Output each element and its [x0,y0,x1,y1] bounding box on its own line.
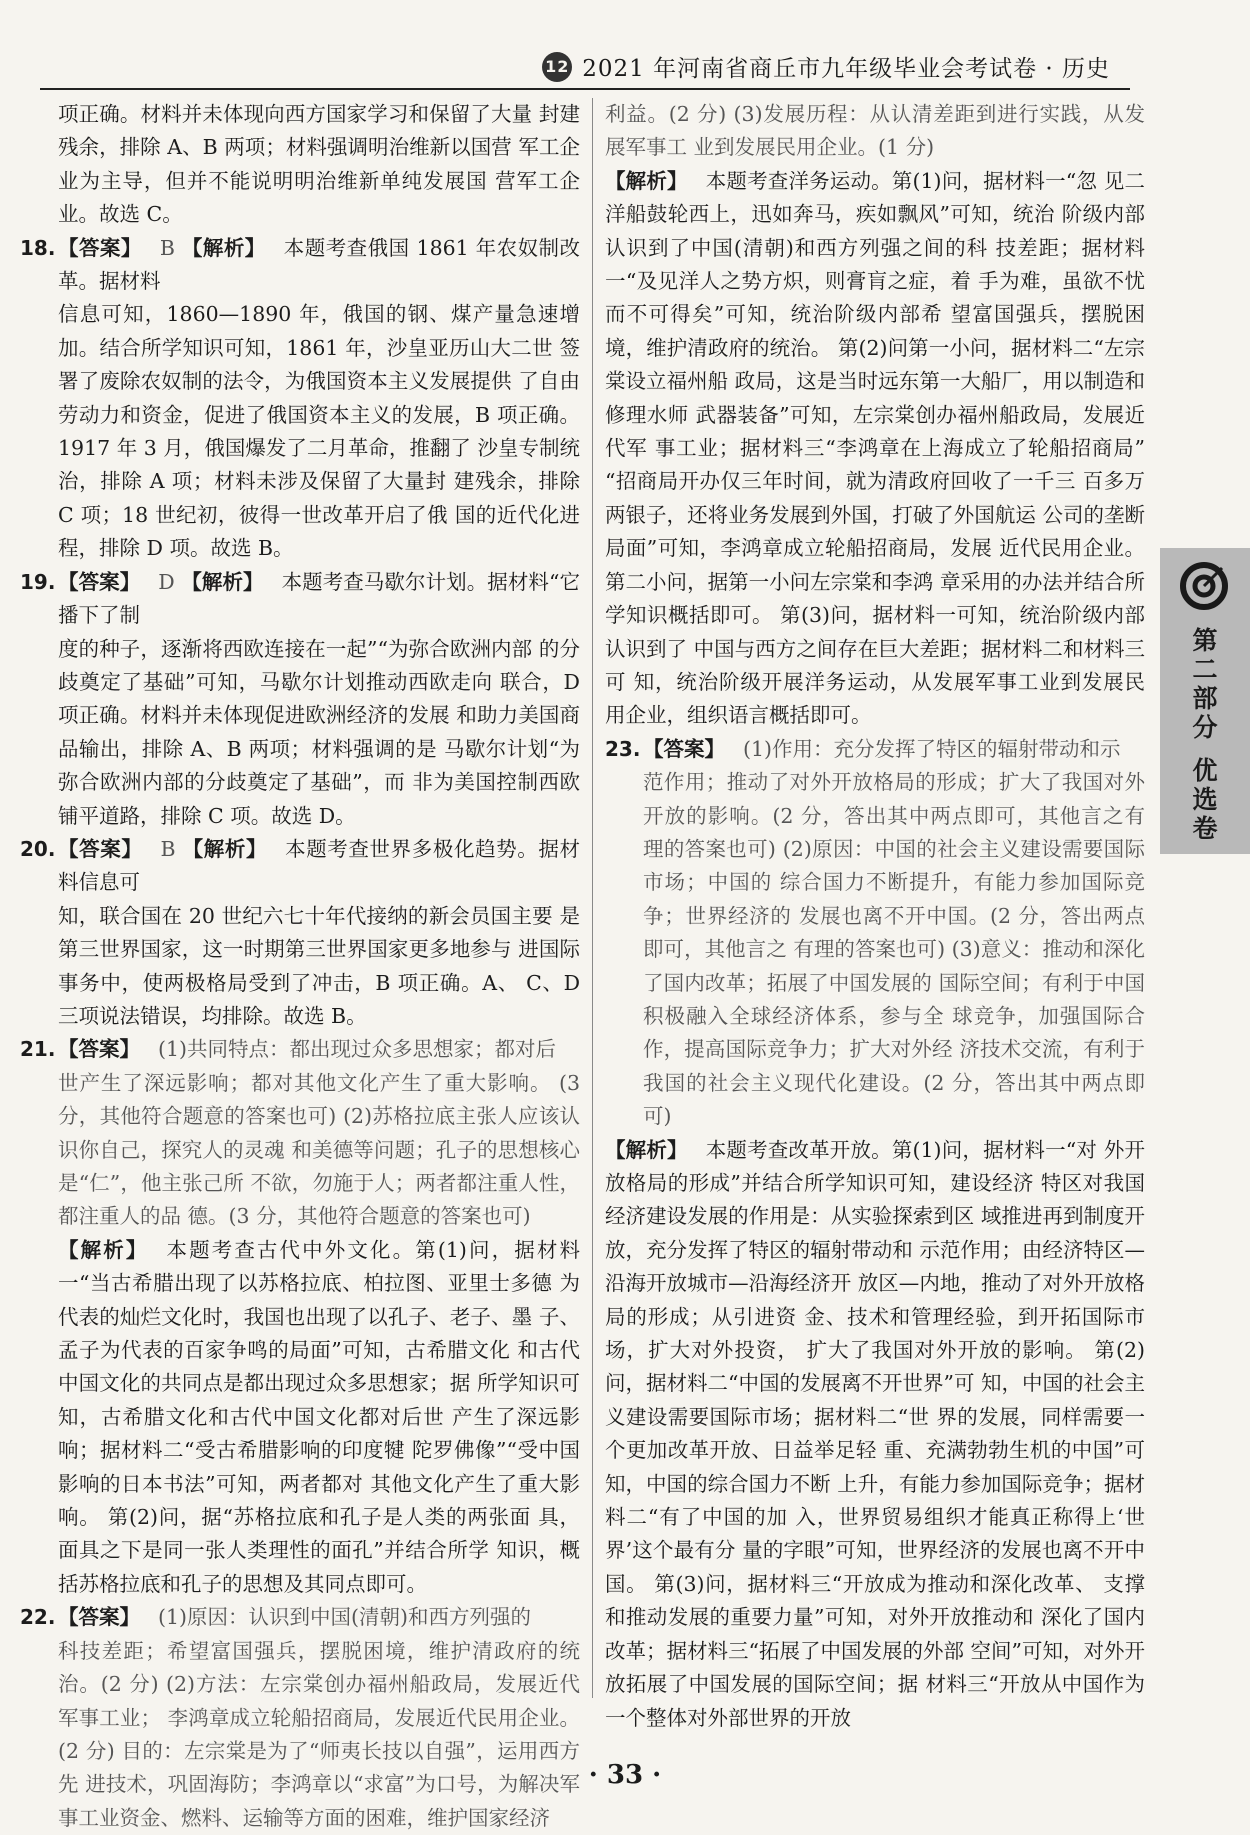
tab-char: 选 [1192,785,1218,814]
text-line: 第(2)问，据“苏格拉底和孔子是人类的两张面 [107,1505,531,1530]
text-line: 示范作用；由经济特区—沿海开放城市—沿海经济开 [605,1237,1146,1296]
text-line: 近代民用企业。第二小问，据第一小问左宗棠和李鸿 [605,536,1145,594]
tab-char: 部 [1192,684,1218,713]
analysis-tag: 【解析】 [181,569,264,594]
text-line: 知，联合国在 20 世纪六七十年代接纳的新会员国主要 [58,903,553,928]
target-icon [1180,562,1228,610]
header-rule [40,88,1130,90]
text-line: 目的：左宗棠是为了“师夷长技以自强”，运用西方先 [58,1738,580,1797]
text-line: C、D 三项说法错误，均排除。故选 B。 [58,970,581,1028]
text-line: 项正确。1917 年 3 月，俄国爆发了二月革命，推翻了 [58,402,580,461]
text-line: 综合国力不断提升，有能力参加国际竞争；世界经济的 [643,870,1146,928]
page-number: · 33 · [588,1760,662,1790]
text-line: 中国与西方之间存在巨大差距；据材料二和材料三可 [605,636,1146,694]
text-line: 国际空间；有利于中国积极融入全球经济体系，参与全 [643,970,1146,1028]
header-title [542,50,1110,83]
text-line: 联合，D 项正确。材料并未体现促进欧洲经济的发展 [58,669,580,728]
analysis-tag: 【解析】 [58,1237,149,1262]
text-line: 利益。(2 分) [605,102,727,126]
analysis-tag: 【解析】 [182,836,268,861]
text-line: 的分歧奠定了基础”可知，马歇尔计划推动西欧走向 [58,636,580,694]
text-line: 德。(3 分，其他符合题意的答案也可) [187,1204,531,1229]
question-number: 21. [20,1037,56,1062]
answer-tag: 【答案】 [643,736,725,761]
text-line: 域推进再到制度开放，充分发挥了特区的辐射带动和 [605,1204,1146,1262]
question-22 [20,1601,580,1634]
answer-tag: 【答案】 [58,569,141,594]
text-line: 外开放格局的形成”并结合所学知识可知，建设经济 [605,1137,1145,1195]
analysis-tag: 【解析】 [605,168,688,193]
text-line: (2)苏格拉底主张人应该认识你自己，探究人的灵魂 [58,1104,580,1162]
question-number: 18. [20,235,56,260]
text-line: 本题考查世界多极化趋势。据材料信息可 [58,836,581,895]
text-line: 非为美国控制西欧铺平道路，排除 C 项。故选 D。 [58,770,580,828]
question-22-analysis [605,165,1145,733]
text-line: 治。(2 分) [58,1672,159,1697]
tab-char: 二 [1192,655,1218,684]
text-line: 事工业；据材料三“李鸿章在上海成立了轮船招商局” [654,436,1145,461]
text-line: (3)发展历程：从认清差距到进行实践，从发展军事工 [605,102,1145,160]
text-line: (1)共同特点：都出现过众多思想家；都对后 [158,1037,557,1062]
question-number: 22. [20,1605,56,1630]
text-line: 加。结合所学知识可知，1861 年，沙皇亚历山大二世 [58,335,553,360]
text-line: 知，统治阶级开展洋务运动，从发展军事工业到发展民 [633,669,1145,694]
text-line: 建残余，排除 C 项；18 世纪初，彼得一世改革开启了俄 [58,469,580,527]
text-line: 马歇尔计划“为弥合欧洲内部的分歧奠定了基础”，而 [58,736,580,795]
text-line: 本题考查改革开放。第(1)问，据材料一“对 [705,1137,1098,1162]
text-line: 发展也离不开中国。(2 分，答出两点即可，其他言之 [643,903,1146,962]
tab-char: 优 [1192,756,1218,785]
section-side-tab [1160,548,1250,854]
text-line: “招商局开办仅三年时间，就为清政府回收了一千三 [605,469,1076,494]
text-line: 签署了废除农奴制的法令，为俄国资本主义发展提供 [58,335,580,394]
text-line: 和古代中国文化的共同点是都出现过众多思想家；据 [58,1338,580,1396]
text-line: 为代表的灿烂文化时，我国也出现了以孔子、老子、墨 [58,1271,580,1329]
question-18-analysis [20,298,580,565]
text-line: 重、充满勃勃生机的中国”可知，中国的综合国力不断 [605,1438,1145,1496]
text-line: 技差距；据材料一“及见洋人之势方炽，则膏肓之症，着 [605,235,1145,294]
text-line: 金、技术和管理经验，到开拓国际市场，扩大对外投资， [605,1304,1146,1363]
text-line: 入，世界贸易组织才能真正称得上‘世界’这个最有分 [605,1505,1145,1563]
text-line: 空间”可知，对外开放拓展了中国发展的国际空间；据 [605,1638,1145,1697]
section-label [1160,626,1250,843]
right-column [605,98,1145,1735]
text-line: 特区对我国经济建设发展的作用是：从实验探索到区 [605,1171,1145,1229]
text-line: 本题考查马歇尔计划。据材料“它播下了制 [58,569,581,628]
text-line: 深化了国内改革；据材料三“拓展了中国发展的外部 [605,1605,1145,1663]
text-line: 和助力美国商品输出，排除 A、B 两项；材料强调的是 [58,703,580,761]
text-line: 放区—内地，推动了对外开放格局的形成；从引进资 [605,1271,1145,1329]
text-line: 科技差距；希望富国强兵，摆脱困境，维护清政府的统 [58,1638,580,1663]
question-22-answer-continued [605,98,1145,165]
text-line: 阶级内部认识到了中国(清朝)和西方列强之间的科 [605,202,1145,260]
text-line: 球竞争，加强国际合作，提高国际竞争力；扩大对外经 [643,1003,1145,1062]
question-20-analysis [20,900,580,1034]
text-line: 理的答案也可) [643,836,776,861]
text-line: 营军工企业。故选 C。 [58,168,580,227]
text-line: 业到发展民用企业。(1 分) [693,135,935,160]
text-line: 分，答出其中两点即可) [643,1070,1146,1129]
header-title-text: 2021 年河南省商丘市九年级毕业会考试卷 · 历史 [582,56,1110,82]
text-line: 第(2)问第一小问，据材料二“左宗棠设立福州船 [605,335,1145,394]
text-line: 百多万两银子，还将业务发展到外国，打破了外国航运 [605,469,1145,527]
intro-text [20,98,580,232]
text-line: 不欲，勿施于人；两者都注重人性，都注重人的品 [58,1171,580,1229]
text-line: (3 分，其他符合题意的答案也可) [58,1070,580,1129]
text-line: 封建残余，排除 A、B 两项；材料强调明治维新以国营 [58,102,580,160]
text-line: 子、孟子为代表的百家争鸣的局面”可知，古希腊文化 [58,1304,580,1363]
text-line: 第(2)问，据材料二“中国的发展离不开世界”可 [605,1338,1146,1396]
text-line: 支撑和推动发展的重要力量”可知，对外开放推动和 [605,1571,1146,1630]
text-line: 望富国强兵，摆脱困境，维护清政府的统治。 [605,302,1145,360]
text-line: 是第三世界国家，这一时期第三世界国家更多地参与 [58,903,580,962]
text-line: 国的近代化进程，排除 D 项。故选 B。 [58,502,580,561]
question-23 [605,733,1145,766]
answer-tag: 【答案】 [58,836,143,861]
tab-char: 卷 [1192,814,1218,843]
text-line: (1)作用：充分发挥了特区的辐射带动和示 [743,736,1121,761]
text-line: 范作用；推动了对外开放格局的形成；扩大了我国对外 [643,770,1145,795]
text-line: 量的字眼”可知，世界经济的发展也离不开中国。 [605,1538,1145,1596]
text-line: 进技术，巩固海防；李鸿章以“求富”为口号，为解决军 [85,1772,581,1797]
tab-char: 第 [1192,626,1218,655]
left-column [20,98,580,1835]
text-line: 和美德等问题；孔子的思想核心是“仁”，他主张己所 [58,1137,580,1195]
text-line: 其他文化产生了重大影响。 [58,1471,581,1530]
text-line: 济技术交流，有利于我国的社会主义现代化建设。(2 [643,1037,1145,1095]
answer-tag: 【答案】 [58,235,142,260]
text-line: 上升，有能力参加国际竞争；据材料二“有了中国的加 [605,1471,1146,1530]
text-line: 知识，概括苏格拉底和孔子的思想及其同点即可。 [58,1538,580,1596]
text-line: 具，面具之下是同一张人类理性的面孔”并结合所学 [58,1505,581,1563]
text-line: (2)原因：中国的社会主义建设需要国际市场；中国的 [643,836,1145,895]
text-line: 第(3)问，据材料一可知，统治阶级内部认识到了 [605,603,1145,661]
text-line: 进国际事务中，使两极格局受到了冲击，B 项正确。A、 [58,937,581,995]
text-line: 见二洋船鼓轮西上，迅如奔马，疾如飘风”可知，统治 [605,168,1145,227]
text-line: (1)原因：认识到中国(清朝)和西方列强的 [158,1605,532,1630]
question-19-analysis [20,633,580,833]
text-line: 了自由劳动力和资金，促进了俄国资本主义的发展，B [58,369,581,427]
text-line: 手为难，虽欲不忧而不可得矣”可知，统治阶级内部希 [605,269,1145,327]
text-line: (2)方法：左宗棠创办福州船政局，发展近代军事工业； [58,1672,580,1730]
question-22-answer [20,1635,580,1835]
text-line: 度的种子，逐渐将西欧连接在一起”“为弥合欧洲内部 [58,636,533,661]
text-line: 扩大了我国对外开放的影响。 [806,1338,1087,1363]
text-line: 产生了深远影响；据材料二“受古希腊影响的印度犍 [58,1404,580,1463]
text-line: 材料三“开放从中国作为一个整体对外部世界的开放 [605,1672,1145,1730]
question-21-analysis [20,1234,580,1601]
text-line: 公司的垄断局面”可知，李鸿章成立轮船招商局，发展 [605,502,1146,561]
text-line: 李鸿章成立轮船招商局，发展近代民用企业。(2 分) [58,1705,580,1763]
question-23-answer [605,766,1145,1133]
analysis-tag: 【解析】 [181,235,266,260]
text-line: 知，中国的社会主义建设需要国际市场；据材料二“世 [605,1371,1145,1429]
text-line: 本题考查古代中外文化。第(1)问，据材料 [166,1237,580,1262]
answer-value: B [160,836,176,861]
text-line: 有理的答案也可) [793,937,946,962]
text-line: 章采用的办法并结合所学知识概括即可。 [605,569,1146,628]
question-number: 23. [605,736,641,761]
column-divider [592,98,593,1698]
question-21-answer [20,1067,580,1234]
answer-tag: 【答案】 [58,1605,140,1630]
text-line: 项正确。材料并未体现向西方国家学习和保留了大量 [58,102,533,126]
question-number: 19. [20,569,56,594]
text-line: 军工企业为主导，但并不能说明明治维新单纯发展国 [58,135,580,193]
tab-char: 分 [1192,713,1218,742]
text-line: 开放的影响。(2 分，答出其中两点即可，其他言之有 [643,803,1145,828]
text-line: 界的发展，同样需要一个更加改革开放、日益举足轻 [605,1404,1145,1463]
analysis-tag: 【解析】 [605,1137,688,1162]
question-19 [20,566,580,633]
text-line: 本题考查洋务运动。第(1)问，据材料一“忽 [705,168,1098,193]
text-line: 所学知识可知，古希腊文化和古代中国文化都对后世 [58,1371,580,1429]
text-line: (3)意义：推动和深化了国内改革；拓展了中国发展的 [643,937,1145,995]
text-line: 武器装备”可知，左宗棠创办福州船政局，发展近代军 [605,402,1145,461]
question-number: 20. [20,836,56,861]
text-line: 陀罗佛像”“受中国影响的日本书法”可知，两者都对 [58,1438,580,1496]
text-line: 世产生了深远影响；都对其他文化产生了重大影响。 [58,1070,552,1095]
question-21 [20,1033,580,1066]
text-line: 信息可知，1860—1890 年，俄国的钢、煤产量急速增 [58,302,580,327]
page-header [40,48,1130,90]
text-line: 用企业，组织语言概括即可。 [605,703,872,728]
text-line: 政局，这是当时远东第一大船厂，用以制造和修理水师 [605,369,1145,427]
text-line: 本题考查俄国 1861 年农奴制改革。据材料 [58,235,581,294]
paper-number-badge: 12 [542,52,572,82]
question-18 [20,232,580,299]
text-line: 事工业资金、燃料、运输等方面的困难，维护国家经济 [58,1805,550,1830]
text-line: 一“当古希腊出现了以苏格拉底、柏拉图、亚里士多德 [58,1271,553,1296]
answer-value: D [158,569,175,594]
text-line: 沙皇专制统治，排除 A 项；材料未涉及保留了大量封 [58,436,581,494]
question-23-analysis [605,1134,1145,1735]
question-20 [20,833,580,900]
answer-tag: 【答案】 [58,1037,140,1062]
text-line: 第(3)问，据材料三“开放成为推动和深化改革、 [654,1571,1097,1596]
answer-value: B [159,235,175,260]
